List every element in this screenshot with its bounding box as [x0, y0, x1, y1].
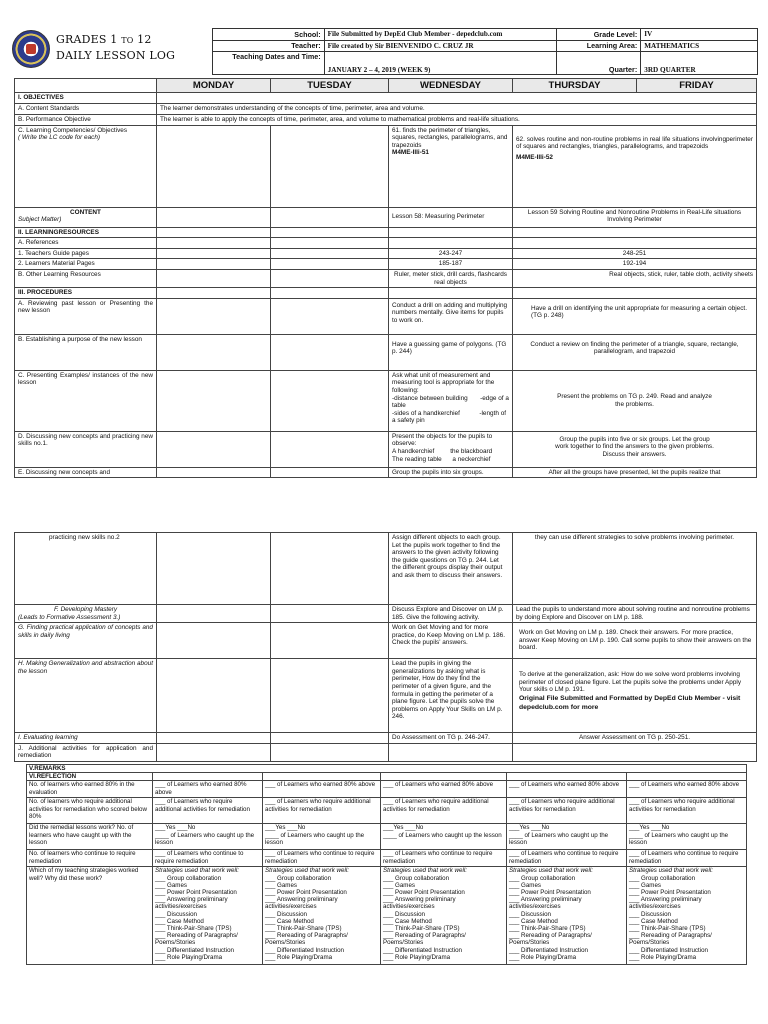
- proc-d-wed-item-1: A handkerchief the blackboard: [392, 447, 493, 455]
- reflection-a1-thursday: ___ of Learners who earned 80% above: [507, 781, 627, 798]
- yes-no-check: ___Yes ___No: [509, 824, 550, 832]
- tg-pages-thursday: 248-251: [513, 248, 757, 259]
- proc-e-label-continued: practicing new skills no.2: [15, 533, 157, 605]
- content-thursday-friday: Lesson 59 Solving Routine and Nonroutine Problems in Real-Life situations Involving Perimeter: [513, 207, 757, 227]
- proc-e-thursday: After all the groups have presented, let the pupils realize that: [513, 467, 757, 478]
- proc-c-wed-text: Ask what unit of measurement and measuring tool is appropriate for the following:: [392, 371, 495, 394]
- strategy-checklist-item[interactable]: ___ Discussion: [383, 910, 425, 918]
- reflection-q1: No. of learners who earned 80% in the evaluation: [27, 781, 153, 798]
- proc-c-wed-item-1: -distance between building -edge of a table: [392, 394, 511, 410]
- proc-c-thursday: Present the problems on TG p. 249. Read and analyze the problems.: [513, 370, 757, 431]
- strategy-checklist-item[interactable]: ___ Group collaboration: [629, 874, 696, 882]
- competencies-label-cell: [15, 125, 157, 207]
- strategy-checklist-item[interactable]: ___ Power Point Presentation: [383, 889, 465, 897]
- proc-h-label: H. Making Generalization and abstraction about the lesson: [15, 659, 157, 733]
- reflection-a2-monday: ___ of Learners who require additional activities for remediation: [153, 798, 263, 824]
- performance-objective-text: The learner is able to apply the concepts of time, perimeter, area, and volume to mathematical problems and real-life situations.: [157, 114, 757, 125]
- proc-b-thursday: Conduct a review on finding the perimeter of a triangle, square, rectangle, parallelogram, and trapezoid: [513, 334, 757, 370]
- objectives-heading: I. OBJECTIVES: [15, 93, 157, 104]
- strategy-checklist-item[interactable]: ___ Rereading of Paragraphs/ Poems/Stories: [629, 932, 712, 947]
- competency-thu-text: 62. solves routine and non-routine problems in real life situations involvingperimeter of squares and rectangles, triangles, parallelograms, and trapezoids: [516, 135, 753, 151]
- strategy-checklist-item[interactable]: ___ Differentiated Instruction: [509, 946, 588, 954]
- proc-c-wednesday: [389, 370, 513, 431]
- strategy-checklist-item[interactable]: ___ Think-Pair-Share (TPS): [155, 925, 232, 933]
- proc-c-wed-item-2: -sides of a handkerchief -length of a safety pin: [392, 409, 508, 425]
- lesson-grid-part-2: [14, 532, 757, 762]
- teaching-dates-value: JANUARY 2 – 4, 2019 (WEEK 9): [324, 52, 557, 75]
- strategy-checklist-item[interactable]: ___ Answering preliminary activities/exercises: [509, 896, 582, 911]
- content-wednesday: Lesson 58: Measuring Perimeter: [389, 207, 513, 227]
- proc-c-label: C. Presenting Examples/ instances of the new lesson: [15, 370, 157, 431]
- caught-up-count: ____ of Learners who caught up the lesson: [155, 831, 255, 846]
- proc-j-label: J. Additional activities for application and remediation: [15, 743, 157, 761]
- strategy-checklist-item[interactable]: ___ Group collaboration: [383, 874, 450, 882]
- blank-corner: [15, 79, 157, 93]
- proc-g-thursday: Work on Get Moving on LM p. 189. Check their answers. For more practice, answer Keep Moving on LM p. 190. Call some pupils to show their answers on the board.: [513, 623, 757, 659]
- title-line-2: DAILY LESSON LOG: [56, 49, 176, 62]
- proc-f-note: (Leads to Formative Assessment 3.): [18, 613, 121, 621]
- learners-material-label: 2. Learners Material Pages: [15, 259, 157, 270]
- yes-no-check: ___Yes ___No: [155, 824, 196, 832]
- strategy-checklist-item[interactable]: ___ Role Playing/Drama: [155, 953, 223, 961]
- proc-f-label: F. Developing Mastery: [53, 606, 118, 613]
- strategy-checklist-item[interactable]: ___ Role Playing/Drama: [629, 953, 697, 961]
- strategy-checklist-item[interactable]: ___ Rereading of Paragraphs/ Poems/Stories: [383, 932, 466, 947]
- proc-f-wednesday: Discuss Explore and Discover on LM p. 185. Give the following activity.: [389, 605, 513, 623]
- strategy-checklist-item[interactable]: ___ Power Point Presentation: [155, 889, 237, 897]
- content-label-cell: [15, 207, 157, 227]
- strategy-checklist-item[interactable]: ___ Role Playing/Drama: [509, 953, 577, 961]
- strategy-checklist-item[interactable]: ___ Role Playing/Drama: [383, 953, 451, 961]
- reflection-a2-friday: ___ of Learners who require additional activities for remediation: [627, 798, 747, 824]
- teacher-value: File created by Sir BIENVENIDO C. CRUZ JR: [324, 40, 557, 52]
- reflection-table: [26, 764, 747, 965]
- reflection-a3-monday: [153, 824, 263, 850]
- proc-a-label: A. Reviewing past lesson or Presenting the new lesson: [15, 298, 157, 334]
- strategy-checklist-item[interactable]: ___ Discussion: [629, 910, 671, 918]
- school-value: File Submitted by DepEd Club Member - depedclub.com: [324, 29, 557, 41]
- lm-pages-wednesday: 185-187: [389, 259, 513, 270]
- reflection-a2-tuesday: ___ of Learners who require additional activities for remediation: [263, 798, 381, 824]
- quarter-label: Quarter:: [557, 52, 641, 75]
- teacher-label: Teacher:: [213, 40, 325, 52]
- strategy-checklist-item[interactable]: ___ Answering preliminary activities/exercises: [265, 896, 338, 911]
- proc-a-thursday: Have a drill on identifying the unit appropriate for measuring a certain object. (TG p. 248): [513, 298, 757, 334]
- proc-e-label: E. Discussing new concepts and: [15, 467, 157, 478]
- strategy-checklist-item[interactable]: ___ Answering preliminary activities/exercises: [629, 896, 702, 911]
- reflection-heading: VI.REFLECTION: [27, 773, 153, 781]
- grade-level-value: IV: [641, 29, 758, 41]
- lesson-grid-part-1: [14, 78, 757, 478]
- caught-up-count: ____ of Learners who caught up the lesson: [629, 831, 729, 846]
- day-thursday: THURSDAY: [513, 79, 637, 93]
- title-line-1: GRADES 1 to 12: [56, 33, 152, 46]
- content-standards-text: The learner demonstrates understanding of the concepts of time, perimeter, area and volume.: [157, 103, 757, 114]
- strategy-checklist-item[interactable]: ___ Think-Pair-Share (TPS): [265, 925, 342, 933]
- reflection-a4-thursday: ___ of Learners who continue to require remediation: [507, 850, 627, 867]
- strategies-monday: [153, 867, 263, 965]
- reflection-q3: Did the remedial lessons work? No. of learners who have caught up with the lesson: [27, 824, 153, 850]
- reflection-a4-friday: ___ of Learners who continue to require remediation: [627, 850, 747, 867]
- content-note: Subject Matter): [18, 216, 62, 224]
- reflection-q4: No. of learners who continue to require remediation: [27, 850, 153, 867]
- proc-i-wednesday: Do Assessment on TG p. 246-247.: [389, 733, 513, 744]
- proc-i-label: I. Evaluating learning: [15, 733, 157, 744]
- learning-area-value: MATHEMATICS: [641, 40, 758, 52]
- deped-seal-logo: [12, 30, 50, 68]
- competencies-note: ( Write the LC code for each): [18, 134, 101, 142]
- strategies-heading: Strategies used that work well:: [383, 867, 467, 875]
- strategy-checklist-item[interactable]: ___ Case Method: [509, 917, 558, 925]
- competency-wed-code: M4ME-IIIi-51: [392, 149, 429, 157]
- strategy-checklist-item[interactable]: ___ Case Method: [155, 917, 204, 925]
- day-monday: MONDAY: [157, 79, 271, 93]
- content-standards-label: A. Content Standards: [15, 103, 157, 114]
- strategy-checklist-item[interactable]: ___ Group collaboration: [509, 874, 576, 882]
- proc-h-thu-watermark-note: Original File Submitted and Formatted by DepEd Club Member - visit depedclub.com for more: [519, 694, 741, 711]
- strategy-checklist-item[interactable]: ___ Case Method: [629, 917, 678, 925]
- proc-h-thu-text: To derive at the generalization, ask: How do we solve word problems involving perimeter of closed plane figure. Let the pupils solve the problems under Apply Your skills o LM p. 191.: [519, 671, 742, 694]
- learning-area-label: Learning Area:: [557, 40, 641, 52]
- strategy-checklist-item[interactable]: ___ Group collaboration: [265, 874, 332, 882]
- strategy-checklist-item[interactable]: ___ Discussion: [265, 910, 307, 918]
- proc-b-label: B. Establishing a purpose of the new lesson: [15, 334, 157, 370]
- other-resources-label: B. Other Learning Resources: [15, 269, 157, 287]
- reflection-q5: Which of my teaching strategies worked well? Why did these work?: [27, 867, 153, 965]
- strategies-heading: Strategies used that work well:: [509, 867, 593, 875]
- strategy-checklist-item[interactable]: ___ Rereading of Paragraphs/ Poems/Stories: [509, 932, 592, 947]
- strategy-checklist-item[interactable]: ___ Think-Pair-Share (TPS): [629, 925, 706, 933]
- strategies-heading: Strategies used that work well:: [265, 867, 349, 875]
- competency-wednesday: [389, 125, 513, 207]
- strategy-checklist-item[interactable]: ___ Case Method: [265, 917, 314, 925]
- day-wednesday: WEDNESDAY: [389, 79, 513, 93]
- other-resources-wednesday: Ruler, meter stick, drill cards, flashcards real objects: [389, 269, 513, 287]
- reflection-a4-tuesday: ___ of Learners who continue to require remediation: [263, 850, 381, 867]
- grade-level-label: Grade Level:: [557, 29, 641, 41]
- content-label: CONTENT: [70, 208, 101, 216]
- strategies-friday: [627, 867, 747, 965]
- proc-a-wednesday: Conduct a drill on adding and multiplying numbers mentally. Give items for pupils to work on.: [389, 298, 513, 334]
- strategy-checklist-item[interactable]: ___ Answering preliminary activities/exercises: [383, 896, 456, 911]
- proc-f-thursday: Lead the pupils to understand more about solving routine and nonroutine problems by doing Explore and Discover on LM p. 188.: [513, 605, 757, 623]
- strategy-checklist-item[interactable]: ___ Differentiated Instruction: [265, 946, 344, 954]
- strategy-checklist-item[interactable]: ___ Rereading of Paragraphs/ Poems/Stories: [155, 932, 238, 947]
- reflection-a3-thursday: [507, 824, 627, 850]
- yes-no-check: ___Yes ___No: [629, 824, 670, 832]
- header-info-table: [212, 28, 758, 75]
- strategy-checklist-item[interactable]: ___ Differentiated Instruction: [383, 946, 462, 954]
- strategies-thursday: [507, 867, 627, 965]
- competency-wed-text: 61. finds the perimeter of triangles, squares, rectangles, parallelograms, and trapezoids: [392, 126, 508, 149]
- proc-d-thursday: Group the pupils into five or six groups. Let the group work together to find the answers to the given problems. Discuss their answers.: [513, 431, 757, 467]
- header: [12, 28, 758, 74]
- strategy-checklist-item[interactable]: ___ Games: [509, 881, 541, 889]
- strategy-checklist-item[interactable]: ___ Discussion: [509, 910, 551, 918]
- strategy-checklist-item[interactable]: ___ Power Point Presentation: [265, 889, 347, 897]
- reflection-a3-friday: [627, 824, 747, 850]
- reflection-a3-wednesday: [381, 824, 507, 850]
- strategy-checklist-item[interactable]: ___ Games: [629, 881, 661, 889]
- competencies-label: C. Learning Competencies/ Objectives: [18, 126, 128, 134]
- strategies-heading: Strategies used that work well:: [629, 867, 713, 875]
- proc-d-wed-item-2: The reading table a neckerchief: [392, 455, 491, 463]
- strategy-checklist-item[interactable]: ___ Group collaboration: [155, 874, 222, 882]
- proc-d-label: D. Discussing new concepts and practicing new skills no.1.: [15, 431, 157, 467]
- strategy-checklist-item[interactable]: ___ Discussion: [155, 910, 197, 918]
- reflection-a1-wednesday: ___ of Learners who earned 80% above: [381, 781, 507, 798]
- strategy-checklist-item[interactable]: ___ Rereading of Paragraphs/ Poems/Stories: [265, 932, 348, 947]
- proc-i-thursday: Answer Assessment on TG p. 250-251.: [513, 733, 757, 744]
- learning-resources-heading: II. LEARNINGRESOURCES: [15, 227, 157, 238]
- reflection-a1-tuesday: ___ of Learners who earned 80% above: [263, 781, 381, 798]
- strategy-checklist-item[interactable]: ___ Power Point Presentation: [509, 889, 591, 897]
- strategy-checklist-item[interactable]: ___ Role Playing/Drama: [265, 953, 333, 961]
- day-tuesday: TUESDAY: [271, 79, 389, 93]
- procedures-heading: III. PROCEDURES: [15, 288, 157, 299]
- strategy-checklist-item[interactable]: ___ Power Point Presentation: [629, 889, 711, 897]
- caught-up-count: ____ of Learners who caught up the lesson: [265, 831, 365, 846]
- proc-e-wednesday: Group the pupils into six groups.: [389, 467, 513, 478]
- caught-up-count: ____ of Learners who caught up the lesson: [509, 831, 609, 846]
- proc-h-thursday: [513, 659, 757, 733]
- day-friday: FRIDAY: [637, 79, 757, 93]
- reflection-a3-tuesday: [263, 824, 381, 850]
- strategy-checklist-item[interactable]: ___ Differentiated Instruction: [155, 946, 234, 954]
- tg-pages-wednesday: 243-247: [389, 248, 513, 259]
- school-label: School:: [213, 29, 325, 41]
- reflection-q2: No. of learners who require additional activities for remediation who scored below 80%: [27, 798, 153, 824]
- reflection-a2-wednesday: ___ of Learners who require additional activities for remediation: [381, 798, 507, 824]
- document-title: [56, 32, 175, 64]
- strategy-checklist-item[interactable]: ___ Differentiated Instruction: [629, 946, 708, 954]
- strategy-checklist-item[interactable]: ___ Games: [265, 881, 297, 889]
- performance-objective-label: B. Performance Objective: [15, 114, 157, 125]
- proc-e-wednesday-continued: Assign different objects to each group. Let the pupils work together to find the answers to the given activity following the guide questions on TG p. 244. Let the different groups display their output and ask them to discuss their answers.: [389, 533, 513, 605]
- yes-no-check: ___Yes ___No: [383, 824, 424, 832]
- strategy-checklist-item[interactable]: ___ Case Method: [383, 917, 432, 925]
- strategy-checklist-item[interactable]: ___ Games: [155, 881, 187, 889]
- reflection-a1-friday: ___ of Learners who earned 80% above: [627, 781, 747, 798]
- teaching-dates-label: Teaching Dates and Time:: [213, 52, 325, 75]
- yes-no-check: ___Yes ___No: [265, 824, 306, 832]
- strategies-tuesday: [263, 867, 381, 965]
- reflection-a2-thursday: ___ of Learners who require additional activities for remediation: [507, 798, 627, 824]
- proc-g-label: G. Finding practical application of concepts and skills in daily living: [15, 623, 157, 659]
- reflection-a4-monday: ___ of Learners who continue to require remediation: [153, 850, 263, 867]
- strategies-heading: Strategies used that work well:: [155, 867, 239, 875]
- quarter-value: 3RD QUARTER: [641, 52, 758, 75]
- proc-e-thursday-continued: they can use different strategies to solve problems involving perimeter.: [513, 533, 757, 605]
- lm-pages-thursday: 192-194: [513, 259, 757, 270]
- strategy-checklist-item[interactable]: ___ Think-Pair-Share (TPS): [509, 925, 586, 933]
- other-resources-thursday: Real objects, stick, ruler, table cloth, activity sheets: [513, 269, 757, 287]
- strategy-checklist-item[interactable]: ___ Games: [383, 881, 415, 889]
- proc-h-wednesday: Lead the pupils in giving the generalizations by asking what is perimeter, How do they find the perimeter of a given figure, and the formula in getting the perimeter of a plane figure. Let the pupils solve the problems on Apply Your Skills on LM p. 246.: [389, 659, 513, 733]
- remarks-heading: V.REMARKS: [27, 765, 747, 773]
- strategy-checklist-item[interactable]: ___ Think-Pair-Share (TPS): [383, 925, 460, 933]
- proc-f-label-cell: [15, 605, 157, 623]
- teachers-guide-label: 1. Teachers Guide pages: [15, 248, 157, 259]
- proc-d-wed-text: Present the objects for the pupils to observe:: [392, 432, 493, 448]
- competency-thu-code: M4ME-IIIi-52: [516, 153, 553, 161]
- proc-d-wednesday: [389, 431, 513, 467]
- reflection-a4-wednesday: ___ of Learners who continue to require remediation: [381, 850, 507, 867]
- competency-thursday-friday: [513, 125, 757, 207]
- strategy-checklist-item[interactable]: ___ Answering preliminary activities/exercises: [155, 896, 228, 911]
- caught-up-count: ____ of Learners who caught up the lesson: [383, 831, 502, 839]
- strategies-wednesday: [381, 867, 507, 965]
- proc-b-wednesday: Have a guessing game of polygons. (TG p. 244): [389, 334, 513, 370]
- reflection-a1-monday: ___ of Learners who earned 80% above: [153, 781, 263, 798]
- proc-g-wednesday: Work on Get Moving and for more practice, do Keep Moving on LM p. 186. Check the pupils' answers.: [389, 623, 513, 659]
- references-label: A. References: [15, 238, 157, 249]
